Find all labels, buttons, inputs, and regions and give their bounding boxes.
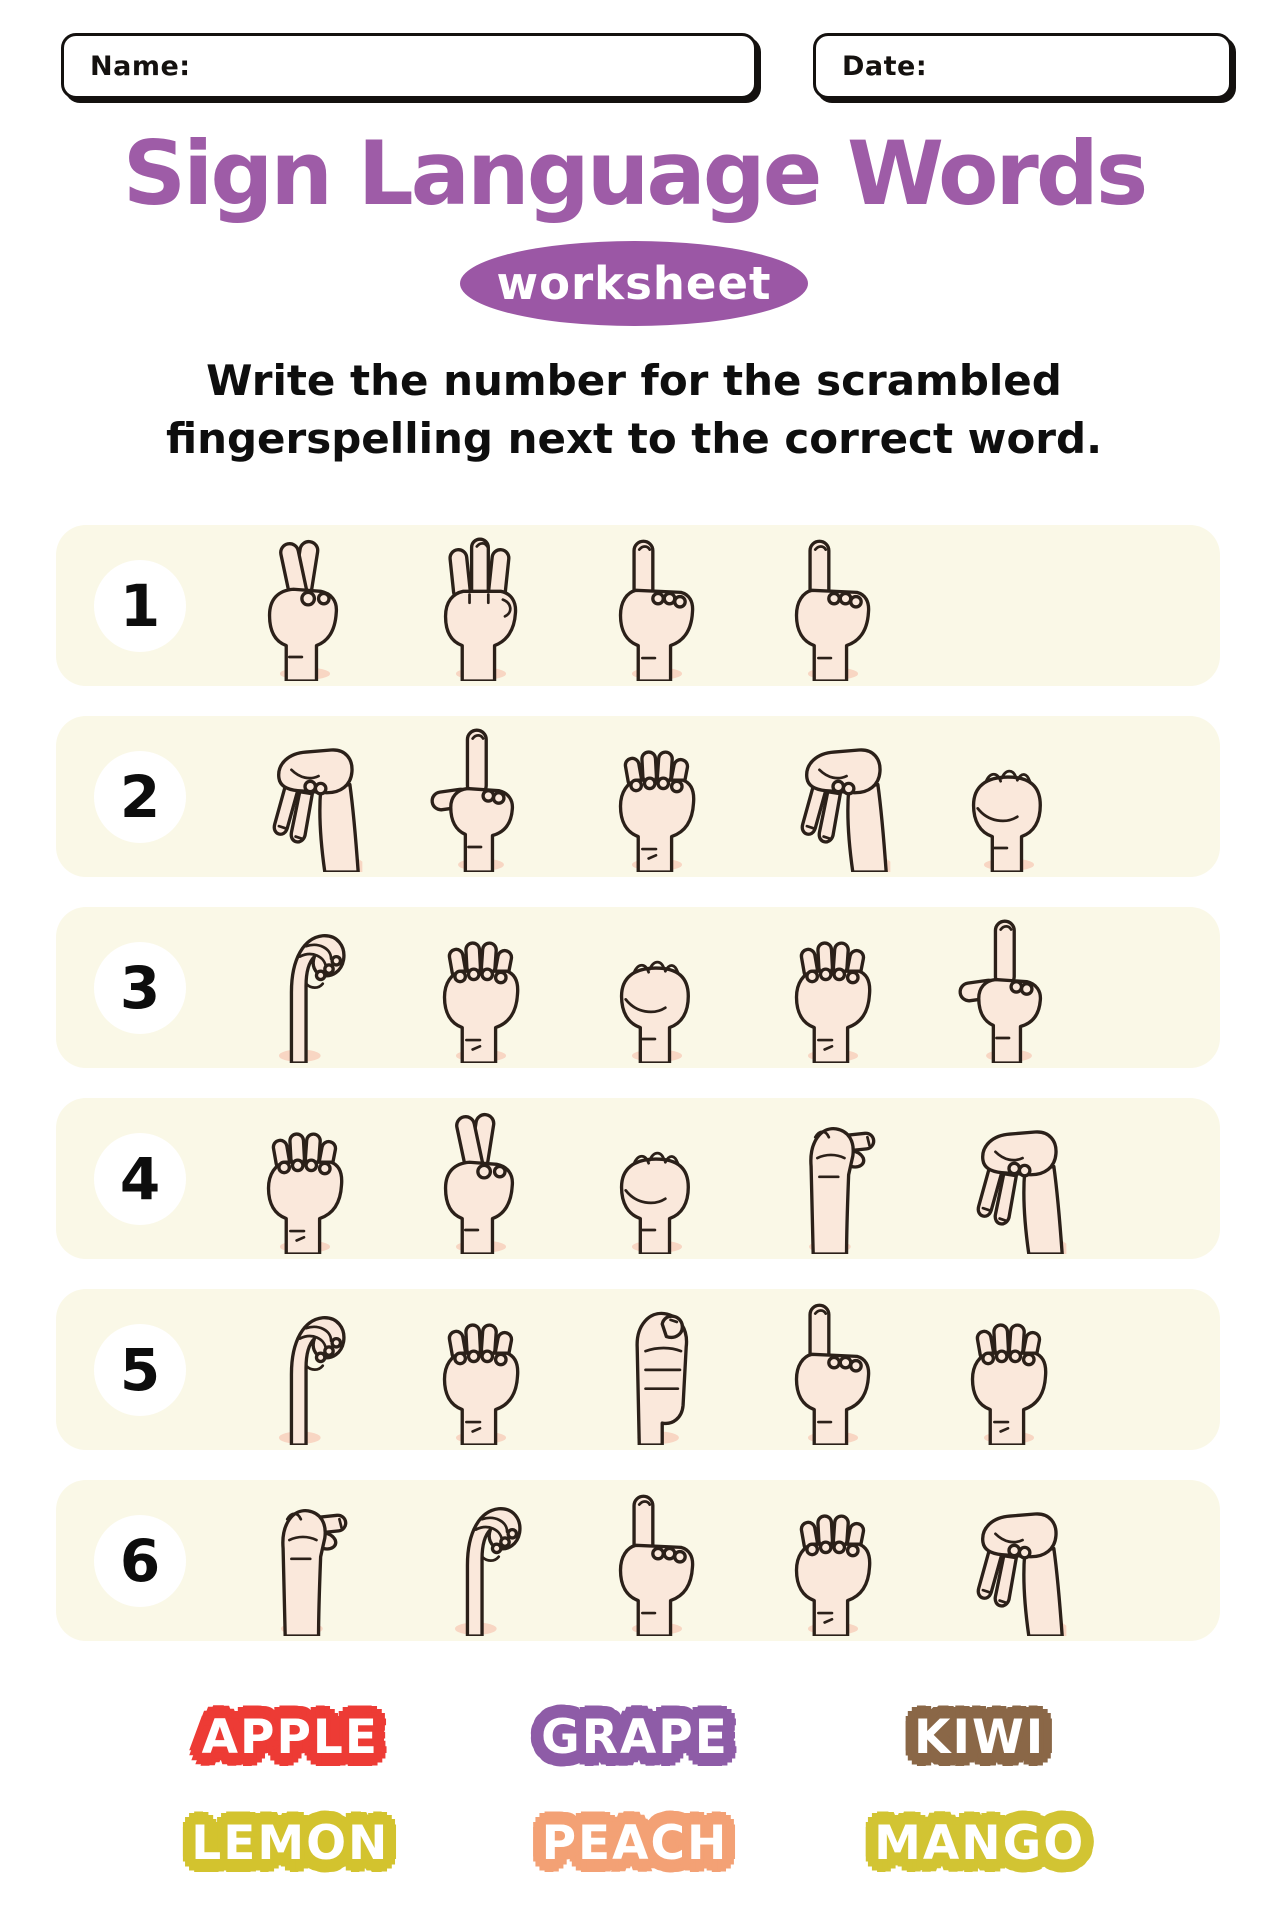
puzzle-rows [56,525,1220,1671]
hand-slot [921,1480,1097,1641]
word-chip-kiwi: KIWI [914,1710,1046,1765]
word-chip-peach: PEACH [541,1816,729,1872]
crossed-two-up-hand-icon [241,535,369,681]
hand-slot [569,1098,745,1259]
one-finger-up-hand-icon [769,535,897,681]
three-fingers-up-hand-icon [417,535,545,681]
hand-slot [569,1289,745,1450]
hand-slot [745,1289,921,1450]
puzzle-row [56,716,1220,877]
pinch-side-hand-icon [241,1490,369,1636]
page-title: Sign Language Words [122,122,1146,225]
pinch-side-hand-icon [769,1108,897,1254]
bent-over-hand-icon [241,1299,369,1445]
two-fingers-down-hand-icon [769,726,897,872]
hand-slot [745,525,921,686]
hand-signs-strip [217,525,921,686]
puzzle-row [56,907,1220,1068]
thumb-fist-hand-icon [593,1299,721,1445]
row-number-circle [94,1515,186,1607]
curled-fist-hand-icon [593,726,721,872]
hand-slot [217,525,393,686]
l-shape-hand-icon [945,917,1073,1063]
curled-fist-hand-icon [417,1299,545,1445]
hand-slot [745,1098,921,1259]
word-chip-lemon: LEMON [191,1816,390,1872]
one-finger-up-hand-icon [593,535,721,681]
word-chip-mango: MANGO [874,1816,1086,1872]
hand-slot [217,1289,393,1450]
worksheet-badge [460,241,808,326]
hand-slot [569,525,745,686]
puzzle-row [56,525,1220,686]
fist-hand-icon [593,1108,721,1254]
hand-signs-strip [217,907,1097,1068]
hand-slot [393,907,569,1068]
row-number: 6 [119,1526,161,1595]
row-number-circle [94,1133,186,1225]
hand-slot [217,907,393,1068]
hand-slot [217,1098,393,1259]
bent-over-hand-icon [241,917,369,1063]
hand-slot [921,1098,1097,1259]
hand-slot [745,716,921,877]
instruction-text: Write the number for the scrambled fingerspelling next to the correct word. [165,356,1103,463]
hand-signs-strip [217,1480,1097,1641]
hand-slot [393,716,569,877]
hand-slot [217,716,393,877]
hand-slot [569,907,745,1068]
hand-slot [921,1289,1097,1450]
row-number-circle [94,942,186,1034]
hand-slot [569,1480,745,1641]
hand-slot [569,716,745,877]
date-field[interactable] [813,33,1232,99]
bent-over-hand-icon [417,1490,545,1636]
hand-signs-strip [217,1289,1097,1450]
l-shape-hand-icon [417,726,545,872]
hand-signs-strip [217,1098,1097,1259]
worksheet-badge-label: worksheet [496,257,772,310]
fist-hand-icon [945,726,1073,872]
puzzle-row [56,1480,1220,1641]
two-fingers-down-hand-icon [945,1108,1073,1254]
fist-hand-icon [593,917,721,1063]
hand-slot [393,1098,569,1259]
curled-fist-hand-icon [769,917,897,1063]
row-number-circle [94,751,186,843]
answer-words [118,1700,1152,1882]
one-finger-up-hand-icon [769,1299,897,1445]
row-number-circle [94,1324,186,1416]
hand-slot [745,1480,921,1641]
curled-fist-hand-icon [241,1108,369,1254]
hand-slot [921,716,1097,877]
row-number: 2 [119,762,161,831]
curled-fist-hand-icon [769,1490,897,1636]
hand-slot [393,1480,569,1641]
hand-slot [745,907,921,1068]
one-finger-up-hand-icon [593,1490,721,1636]
row-number: 5 [119,1335,161,1404]
row-number: 4 [119,1144,161,1213]
puzzle-row [56,1098,1220,1259]
curled-fist-hand-icon [417,917,545,1063]
hand-slot [393,525,569,686]
two-fingers-down-hand-icon [945,1490,1073,1636]
curled-fist-hand-icon [945,1299,1073,1445]
puzzle-row [56,1289,1220,1450]
hand-signs-strip [217,716,1097,877]
name-field[interactable] [61,33,757,99]
two-fingers-down-hand-icon [241,726,369,872]
row-number-circle [94,560,186,652]
hand-slot [217,1480,393,1641]
row-number: 1 [119,571,161,640]
hand-slot [393,1289,569,1450]
row-number: 3 [119,953,161,1022]
word-chip-apple: APPLE [201,1710,379,1765]
name-label: Name: [90,50,191,82]
date-label: Date: [842,50,928,82]
word-chip-grape: GRAPE [541,1710,729,1765]
hand-slot [921,907,1097,1068]
crossed-two-up-hand-icon [417,1108,545,1254]
